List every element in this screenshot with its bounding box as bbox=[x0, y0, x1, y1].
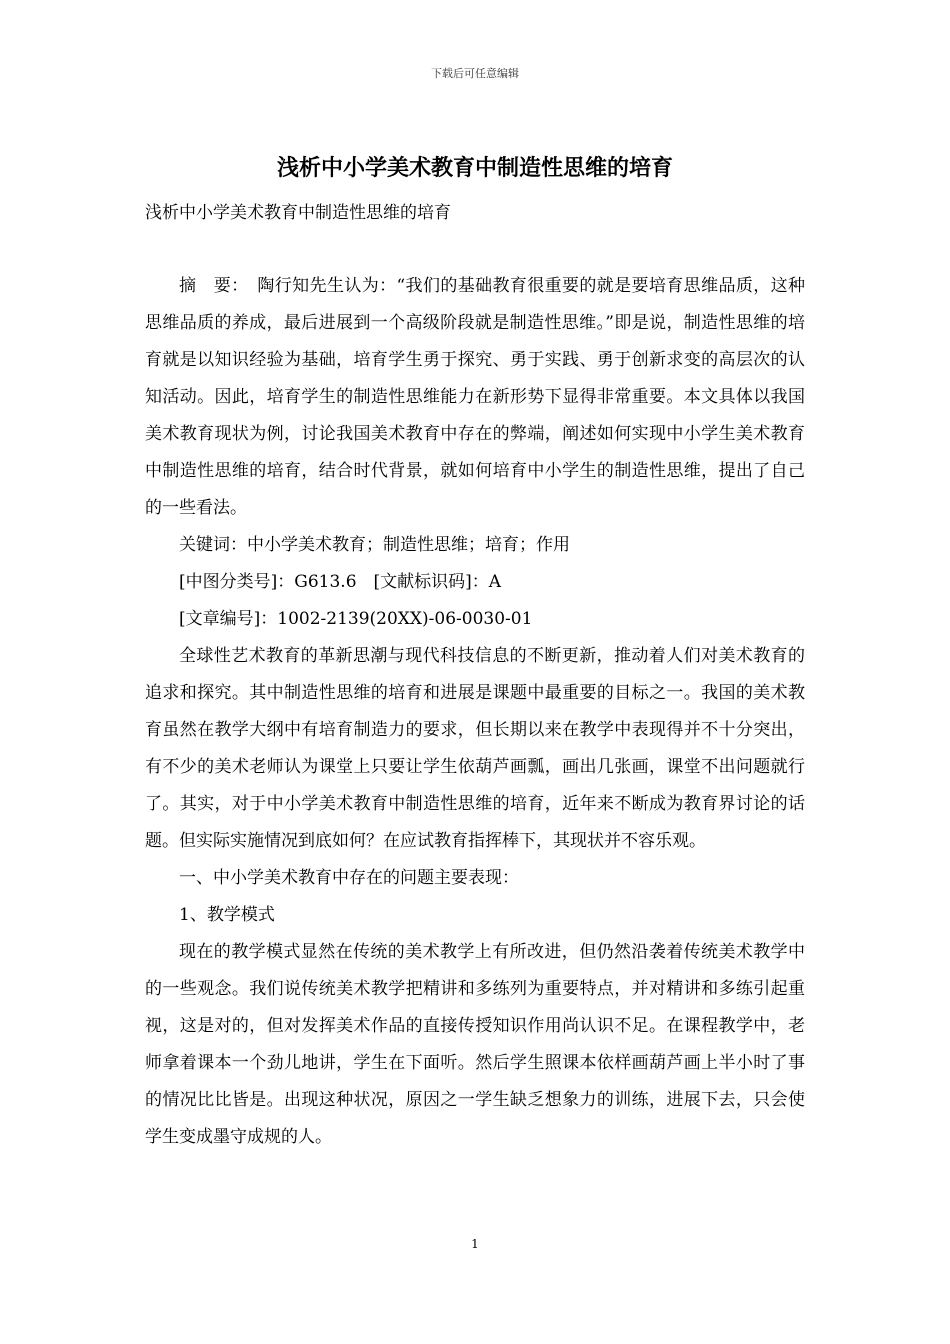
intro-paragraph: 全球性艺术教育的革新思潮与现代科技信息的不断更新，推动着人们对美术教育的追求和探究。其中制造性思维的培育和进展是课题中最重要的目标之一。我国的美术教育虽然在教学大纲中有培育制造力的要求，但长期以来在教学中表现得并不十分突出，有不少的美术老师认为课堂上只要让学生依葫芦画瓢，画出几张画，课堂不出问题就行了。其实，对于中小学美术教育中制造性思维的培育，近年来不断成为教育界讨论的话题。但实际实施情况到底如何？在应试教育指挥棒下，其现状并不容乐观。 bbox=[145, 646, 805, 851]
keywords-line: 关键词：中小学美术教育；制造性思维；培育；作用 bbox=[179, 535, 570, 555]
document-title: 浅析中小学美术教育中制造性思维的培育 bbox=[276, 155, 673, 181]
classification-line: [中图分类号]：G613.6 [文献标识码]：A bbox=[179, 572, 502, 592]
subsection-heading: 1、教学模式 bbox=[179, 905, 275, 925]
teaching-mode-paragraph: 现在的教学模式显然在传统的美术教学上有所改进，但仍然沿袭着传统美术教学中的一些观念。我们说传统美术教学把精讲和多练列为重要特点，并对精讲和多练引起重视，这是对的，但对发挥美术作品的直接传授知识作用尚认识不足。在课程教学中，老师拿着课本一个劲儿地讲，学生在下面听。然后学生照课本依样画葫芦画上半小时了事的情况比比皆是。出现这种状况，原因之一学生缺乏想象力的训练，进展下去，只会使学生变成墨守成规的人。 bbox=[145, 942, 805, 1147]
page-header-note: 下载后可任意编辑 bbox=[431, 67, 519, 80]
abstract-paragraph: 摘 要： 陶行知先生认为：“我们的基础教育很重要的就是要培育思维品质，这种思维品质的养成，最后进展到一个高级阶段就是制造性思维。”即是说，制造性思维的培育就是以知识经验为基础，培育学生勇于探究、勇于实践、勇于创新求变的高层次的认知活动。因此，培育学生的制造性思维能力在新形势下显得非常重要。本文具体以我国美术教育现状为例，讨论我国美术教育中存在的弊端，阐述如何实现中小学生美术教育中制造性思维的培育，结合时代背景，就如何培育中小学生的制造性思维，提出了自己的一些看法。 bbox=[145, 276, 805, 518]
article-number-line: [文章编号]：1002-2139(20XX)-06-0030-01 bbox=[179, 609, 533, 629]
section-heading: 一、中小学美术教育中存在的问题主要表现： bbox=[179, 868, 519, 888]
document-subtitle: 浅析中小学美术教育中制造性思维的培育 bbox=[145, 203, 451, 223]
document-body bbox=[145, 268, 805, 1156]
page-number: 1 bbox=[471, 1237, 479, 1251]
